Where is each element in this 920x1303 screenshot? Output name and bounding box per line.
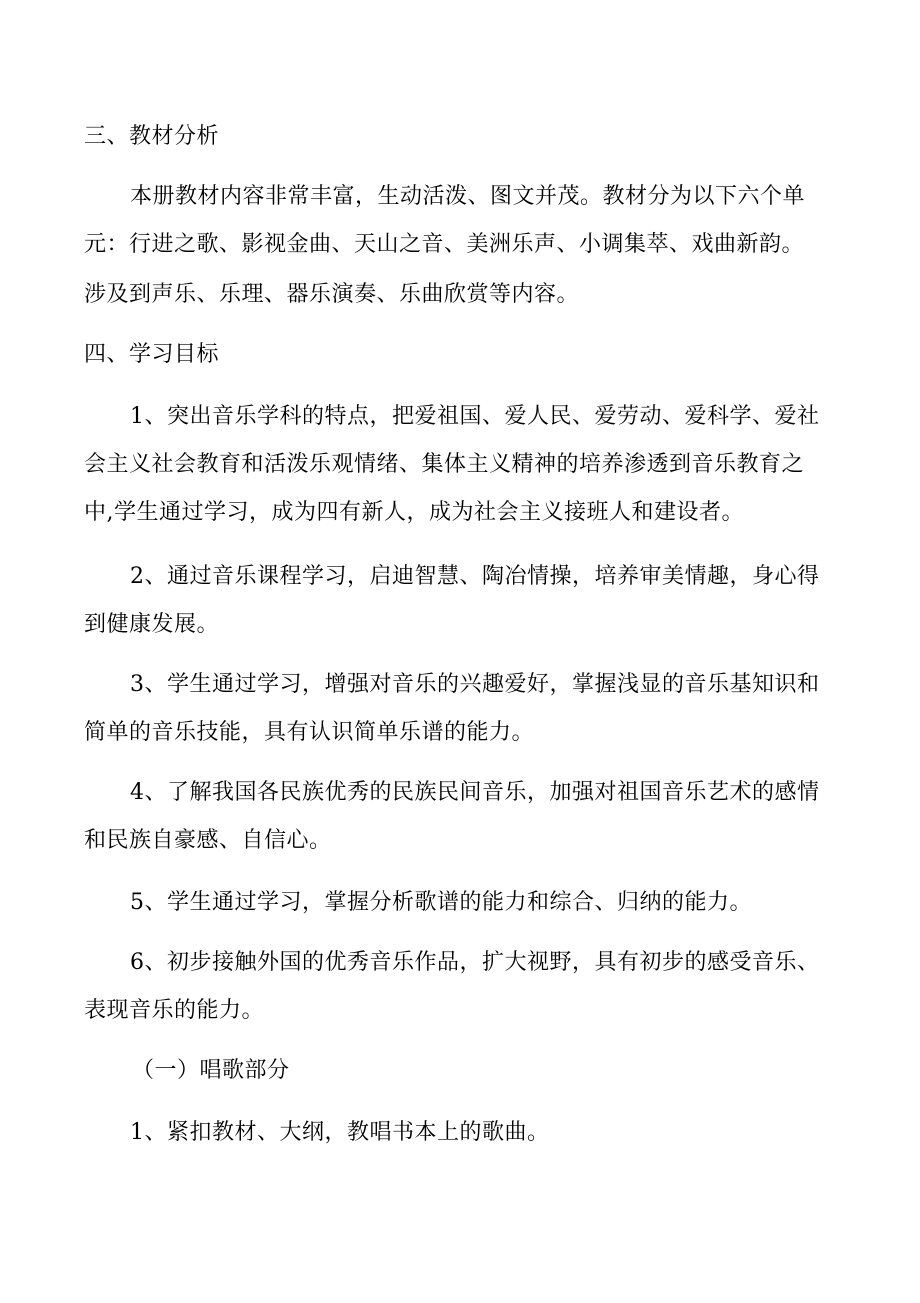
- paragraph-line: 本册教材内容非常丰富，生动活泼、图文并茂。教材分为以下六个单: [130, 184, 806, 209]
- paragraph-line: 简单的音乐技能，具有认识简单乐谱的能力。: [84, 720, 535, 745]
- paragraph-line: 1、突出音乐学科的特点，把爱祖国、爱人民、爱劳动、爱科学、爱社: [130, 404, 820, 429]
- paragraph-line: 元：行进之歌、影视金曲、天山之音、美洲乐声、小调集萃、戏曲新韵。: [84, 232, 805, 257]
- paragraph-line: 4、了解我国各民族优秀的民族民间音乐，加强对祖国音乐艺术的感情: [130, 780, 820, 805]
- paragraph-line: 1、紧扣教材、大纲，教唱书本上的歌曲。: [130, 1120, 550, 1145]
- paragraph-line: 6、初步接触外国的优秀音乐作品，扩大视野，具有初步的感受音乐、: [130, 950, 820, 975]
- heading-textbook-analysis: 三、教材分析: [84, 124, 220, 149]
- paragraph-line: 5、学生通过学习，掌握分析歌谱的能力和综合、归纳的能力。: [130, 890, 752, 915]
- paragraph-line: 3、学生通过学习，增强对音乐的兴趣爱好，掌握浅显的音乐基知识和: [130, 672, 820, 697]
- paragraph-line: 和民族自豪感、自信心。: [84, 828, 332, 853]
- subheading-singing-section: （一）唱歌部分: [132, 1058, 290, 1083]
- paragraph-line: 会主义社会教育和活泼乐观情绪、集体主义精神的培养渗透到音乐教育之: [84, 452, 805, 477]
- paragraph-line: 表现音乐的能力。: [84, 998, 265, 1023]
- paragraph-line: 涉及到声乐、乐理、器乐演奏、乐曲欣赏等内容。: [84, 282, 580, 307]
- paragraph-line: 到健康发展。: [84, 612, 220, 637]
- heading-learning-goals: 四、学习目标: [84, 342, 220, 367]
- paragraph-line: 中,学生通过学习，成为四有新人，成为社会主义接班人和建设者。: [84, 500, 744, 525]
- paragraph-line: 2、通过音乐课程学习，启迪智慧、陶冶情操，培养审美情趣，身心得: [130, 564, 820, 589]
